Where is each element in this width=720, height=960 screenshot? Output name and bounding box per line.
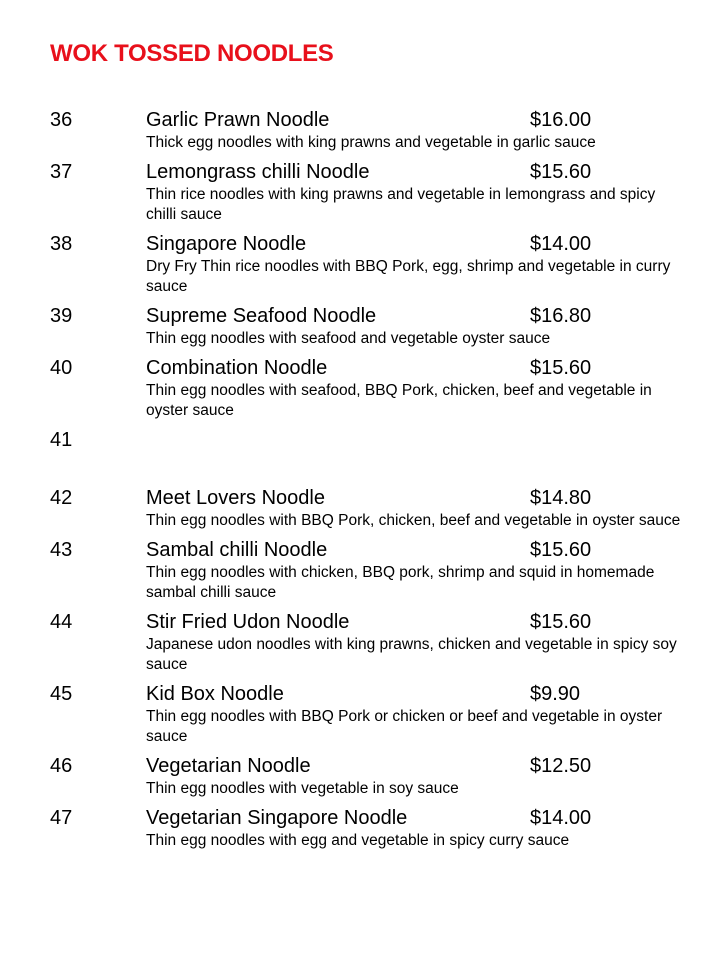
menu-item [50, 303, 690, 355]
menu-item-name: Vegetarian Noodle [146, 755, 311, 777]
menu-item-header [146, 231, 690, 257]
menu-item-name: Combination Noodle [146, 357, 328, 379]
menu-item [50, 805, 690, 857]
menu-item-description: Thin rice noodles with king prawns and vegetable in lemongrass and spicy chilli sauce [146, 186, 656, 223]
menu-item-number: 40 [50, 357, 73, 379]
menu-item-header [146, 107, 690, 133]
menu-item [50, 753, 690, 805]
menu-item-price: $15.60 [530, 611, 592, 633]
menu-item [50, 681, 690, 753]
menu-list [50, 107, 690, 857]
menu-item-header [146, 485, 690, 511]
menu-item-description: Thin egg noodles with egg and vegetable in spicy curry sauce [146, 832, 570, 849]
menu-item-name: Stir Fried Udon Noodle [146, 611, 350, 633]
menu-item-price: $15.60 [530, 357, 592, 379]
menu-item-name: Meet Lovers Noodle [146, 487, 325, 509]
menu-item-number: 43 [50, 539, 73, 561]
menu-item-description: Thin egg noodles with vegetable in soy sauce [146, 780, 459, 797]
menu-item-header [146, 681, 690, 707]
menu-item-name: Vegetarian Singapore Noodle [146, 807, 408, 829]
menu-item [50, 355, 690, 427]
menu-item-description: Thin egg noodles with seafood, BBQ Pork, chicken, beef and vegetable in oyster sauce [146, 382, 652, 419]
menu-item-price: $14.00 [530, 233, 592, 255]
menu-item-header [146, 537, 690, 563]
menu-item-name: Sambal chilli Noodle [146, 539, 328, 561]
menu-item-name: Kid Box Noodle [146, 683, 284, 705]
menu-item-description: Thin egg noodles with BBQ Pork or chicken or beef and vegetable in oyster sauce [146, 708, 663, 745]
menu-item-name: Supreme Seafood Noodle [146, 305, 377, 327]
menu-item-number: 41 [50, 429, 73, 451]
menu-item-header [146, 609, 690, 635]
menu-item-description: Thin egg noodles with seafood and vegetable oyster sauce [146, 330, 551, 347]
menu-item-header [146, 355, 690, 381]
menu-item-number: 44 [50, 611, 73, 633]
menu-item-price: $15.60 [530, 161, 592, 183]
menu-item [50, 537, 690, 609]
menu-item-number: 47 [50, 807, 73, 829]
menu-item [50, 485, 690, 537]
menu-item-header [146, 805, 690, 831]
menu-item-description: Thin egg noodles with BBQ Pork, chicken, beef and vegetable in oyster sauce [146, 512, 681, 529]
menu-item [50, 427, 690, 485]
menu-item-number: 36 [50, 109, 73, 131]
menu-item-number: 45 [50, 683, 73, 705]
menu-item-number: 37 [50, 161, 73, 183]
menu-item-price: $9.90 [530, 683, 581, 705]
menu-item-number: 42 [50, 487, 73, 509]
menu-item-description: Japanese udon noodles with king prawns, chicken and vegetable in spicy soy sauce [146, 636, 677, 673]
menu-item-number: 46 [50, 755, 73, 777]
menu-item-price: $16.00 [530, 109, 592, 131]
menu-item-description: Dry Fry Thin rice noodles with BBQ Pork, egg, shrimp and vegetable in curry sauce [146, 258, 671, 295]
menu-item-price: $15.60 [530, 539, 592, 561]
menu-item [50, 609, 690, 681]
menu-item-header [146, 303, 690, 329]
menu-item-header [146, 753, 690, 779]
menu-item-description: Thin egg noodles with chicken, BBQ pork, shrimp and squid in homemade sambal chilli sauce [146, 564, 655, 601]
menu-item-price: $14.80 [530, 487, 592, 509]
menu-item-header [146, 159, 690, 185]
menu-item-price: $12.50 [530, 755, 592, 777]
menu-item [50, 231, 690, 303]
menu-item-price: $16.80 [530, 305, 592, 327]
menu-item-name: Singapore Noodle [146, 233, 307, 255]
menu-item-name: Garlic Prawn Noodle [146, 109, 330, 131]
menu-item [50, 107, 690, 159]
menu-item-name: Lemongrass chilli Noodle [146, 161, 370, 183]
menu-item-number: 39 [50, 305, 73, 327]
menu-section-title: WOK TOSSED NOODLES [50, 40, 334, 67]
menu-item-number: 38 [50, 233, 73, 255]
menu-item [50, 159, 690, 231]
menu-item-description: Thick egg noodles with king prawns and vegetable in garlic sauce [146, 134, 596, 151]
menu-item-price: $14.00 [530, 807, 592, 829]
